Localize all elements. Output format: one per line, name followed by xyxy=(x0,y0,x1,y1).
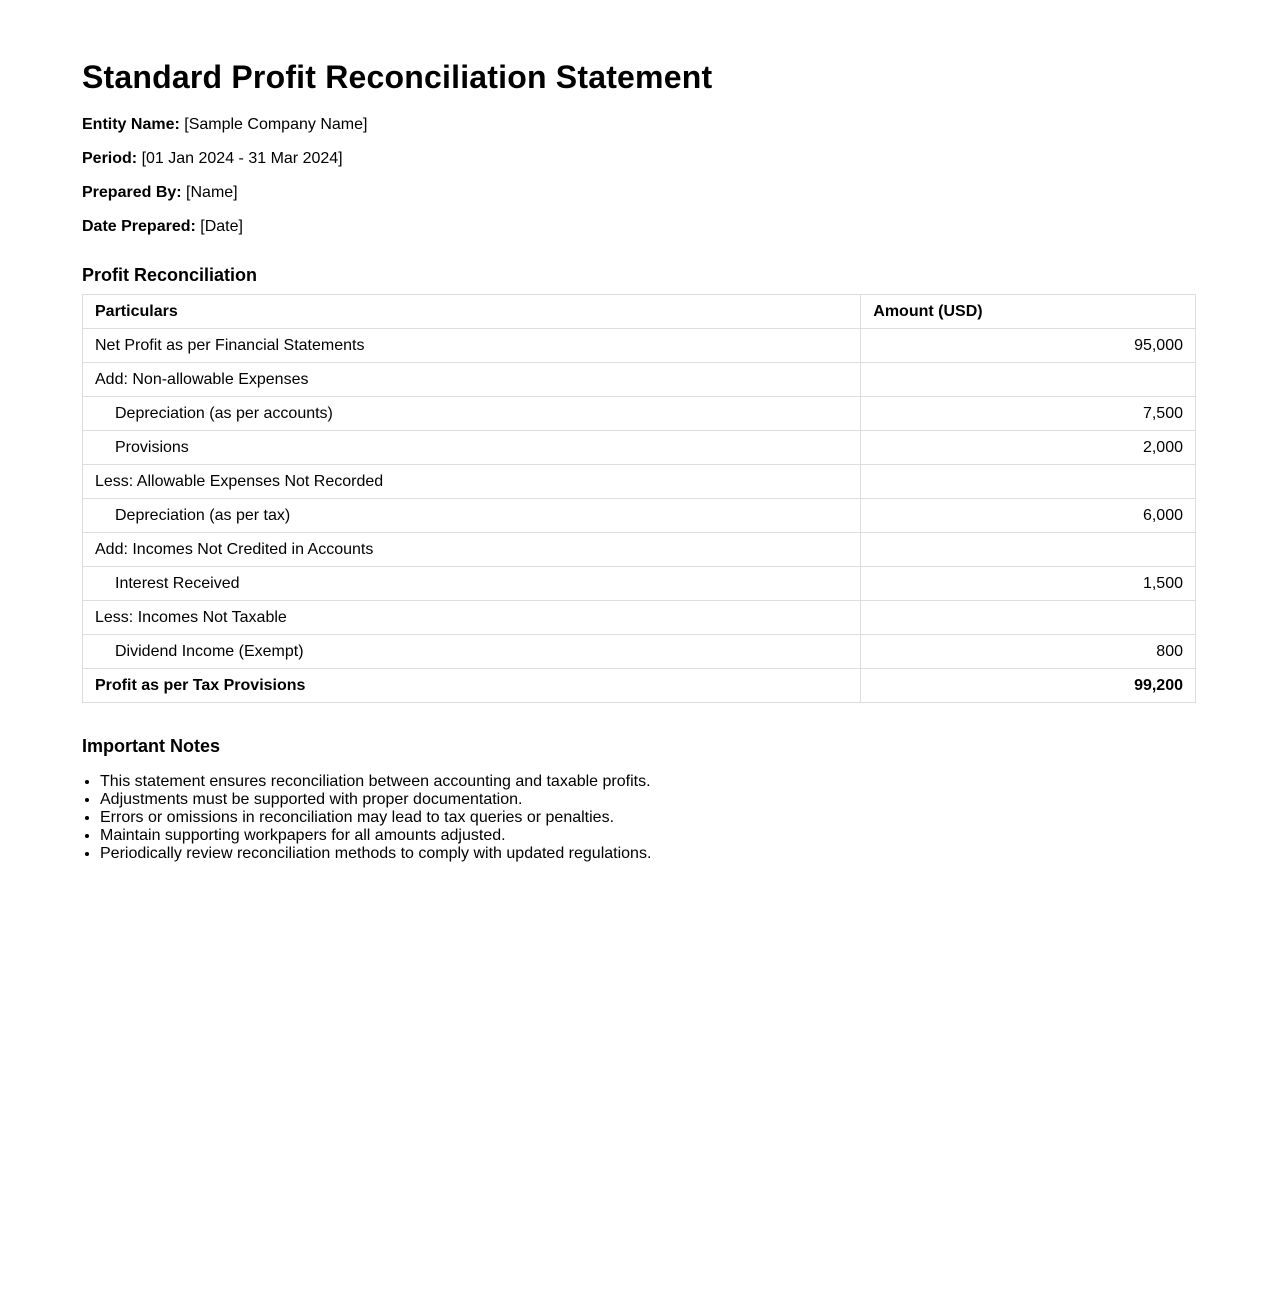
reconciliation-heading: Profit Reconciliation xyxy=(82,265,258,285)
amount-cell: 1,500 xyxy=(861,567,1196,601)
table-row xyxy=(83,397,1196,431)
table-row xyxy=(83,635,1196,669)
particular-cell: Provisions xyxy=(83,431,861,465)
particular-cell: Add: Non-allowable Expenses xyxy=(83,363,861,397)
meta-entity-name xyxy=(82,116,1196,134)
document-meta xyxy=(82,116,1196,236)
amount-cell: 800 xyxy=(861,635,1196,669)
table-row xyxy=(83,465,1196,499)
list-item: • Errors or omissions in reconciliation may lead to tax queries or penalties. xyxy=(100,809,1196,827)
column-header-amount: Amount (USD) xyxy=(861,295,1196,329)
meta-label: Prepared By: xyxy=(82,184,182,201)
notes-list xyxy=(82,773,1196,863)
particular-cell: Less: Allowable Expenses Not Recorded xyxy=(83,465,861,499)
amount-cell xyxy=(861,601,1196,635)
amount-cell: 6,000 xyxy=(861,499,1196,533)
meta-value: [Sample Company Name] xyxy=(184,116,368,133)
meta-value: [01 Jan 2024 - 31 Mar 2024] xyxy=(141,150,343,167)
list-item: • Adjustments must be supported with proper documentation. xyxy=(100,791,1196,809)
list-item: • This statement ensures reconciliation between accounting and taxable profits. xyxy=(100,773,1196,791)
meta-label: Entity Name: xyxy=(82,116,180,133)
notes-heading: Important Notes xyxy=(82,736,221,756)
amount-cell: 2,000 xyxy=(861,431,1196,465)
list-item: • Periodically review reconciliation methods to comply with updated regulations. xyxy=(100,845,1196,863)
meta-value: [Name] xyxy=(186,184,238,201)
meta-label: Period: xyxy=(82,150,138,167)
table-row xyxy=(83,499,1196,533)
table-row xyxy=(83,567,1196,601)
amount-cell xyxy=(861,465,1196,499)
table-row xyxy=(83,431,1196,465)
amount-cell: 7,500 xyxy=(861,397,1196,431)
table-row xyxy=(83,329,1196,363)
particular-cell: Depreciation (as per accounts) xyxy=(83,397,861,431)
table-row xyxy=(83,363,1196,397)
particular-cell: Depreciation (as per tax) xyxy=(83,499,861,533)
amount-cell: 99,200 xyxy=(861,669,1196,703)
column-header-particulars: Particulars xyxy=(83,295,861,329)
table-header-row xyxy=(83,295,1196,329)
amount-cell: 95,000 xyxy=(861,329,1196,363)
amount-cell xyxy=(861,533,1196,567)
document-title: Standard Profit Reconciliation Statement xyxy=(82,59,713,95)
particular-cell: Interest Received xyxy=(83,567,861,601)
particular-cell: Net Profit as per Financial Statements xyxy=(83,329,861,363)
amount-cell xyxy=(861,363,1196,397)
particular-cell: Less: Incomes Not Taxable xyxy=(83,601,861,635)
particular-cell: Dividend Income (Exempt) xyxy=(83,635,861,669)
table-total-row xyxy=(83,669,1196,703)
meta-label: Date Prepared: xyxy=(82,218,196,235)
meta-prepared-by xyxy=(82,184,1196,202)
reconciliation-table xyxy=(82,294,1196,703)
list-item: • Maintain supporting workpapers for all amounts adjusted. xyxy=(100,827,1196,845)
meta-period xyxy=(82,150,1196,168)
meta-value: [Date] xyxy=(200,218,243,235)
meta-date-prepared xyxy=(82,218,1196,236)
particular-cell: Profit as per Tax Provisions xyxy=(83,669,861,703)
table-row xyxy=(83,601,1196,635)
particular-cell: Add: Incomes Not Credited in Accounts xyxy=(83,533,861,567)
table-row xyxy=(83,533,1196,567)
